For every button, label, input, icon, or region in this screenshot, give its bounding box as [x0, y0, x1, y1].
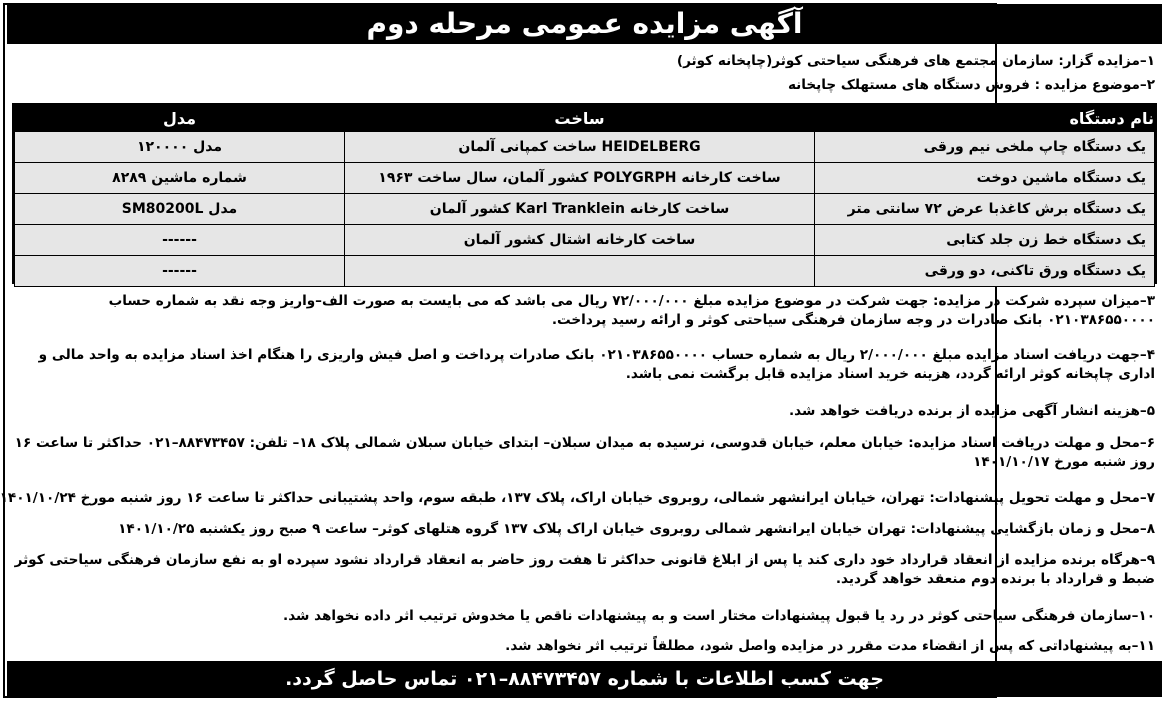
cell-make — [345, 256, 815, 287]
header-name: نام دستگاه — [815, 106, 1155, 132]
item-text: تهران خیابان ایرانشهر شمالی روبروی خیابان اراک پلاک ۱۳۷ گروه هتلهای کوثر– ساعت ۹ صبح روز یکشنبه ۱۴۰۱/۱۰/۲۵ — [118, 521, 911, 537]
item-label: ۸–محل و زمان بازگشایی پیشنهادات: — [910, 521, 1155, 537]
item-text: تهران، خیابان ایرانشهر شمالی، روبروی خیابان اراک، پلاک ۱۳۷، طبقه سوم، واحد پشتیبانی حداکثر تا ساعت ۱۶ روز شنبه مورخ ۱۴۰۱/۱۰/۲۴ — [0, 490, 930, 506]
cell-name: یک دستگاه ماشین دوخت — [815, 163, 1155, 194]
item-rights: ۱۰–سازمان فرهنگی سیاحتی کوثر در رد یا قبول پیشنهادات مختار است و به پیشنهادات ناقص یا مخدوش ترتیب اثر داده نخواهد شد. — [283, 608, 1155, 624]
equipment-table — [12, 103, 1157, 284]
cell-make: ساخت کارخانه Karl Tranklein کشور آلمان — [345, 194, 815, 225]
item-subject — [12, 76, 1155, 95]
cell-name: یک دستگاه برش کاغذبا عرض ۷۲ سانتی متر — [815, 194, 1155, 225]
item-late-offers: ۱۱–به پیشنهاداتی که پس از انقضاء مدت مقرر در مزایده واصل شود، مطلقاً ترتیب اثر نخواهد شد. — [505, 638, 1155, 654]
cell-name: یک دستگاه ورق تاکنی، دو ورقی — [815, 256, 1155, 287]
item-winner-refusal: ۹–هرگاه برنده مزایده از انعقاد قرارداد خود داری کند یا پس از ابلاغ قانونی حداکثر تا هفت روز حاضر به انعقاد قرارداد نشود سپرده او به نفع سازمان فرهنگی سیاحتی کوثر ضبط و قرارداد با برنده دوم منعقد خواهد گردید. — [14, 552, 1155, 587]
ad-title: آگهی مزایده عمومی مرحله دوم — [7, 4, 1162, 44]
contact-footer: جهت کسب اطلاعات با شماره ۸۸۴۷۳۴۵۷–۰۲۱ تماس حاصل گردد. — [7, 661, 1162, 697]
cell-make: ساخت کارخانه POLYGRPH کشور آلمان، سال ساخت ۱۹۶۳ — [345, 163, 815, 194]
item-documents-fee: ۴–جهت دریافت اسناد مزایده مبلغ ۲/۰۰۰/۰۰۰ ریال به شماره حساب ۰۲۱۰۳۸۶۵۵۰۰۰۰ بانک صادرات پرداخت و اصل فیش واریزی را هنگام اخذ اسناد مزایده به واحد مالی و اداری چاپخانه کوثر ارائه گردد، هزینه خرید اسناد مزایده قابل برگشت نمی باشد. — [38, 347, 1155, 382]
cell-make: HEIDELBERG ساخت کمپانی آلمان — [345, 132, 815, 163]
cell-model: ------ — [15, 225, 345, 256]
header-make: ساخت — [345, 106, 815, 132]
cell-model: شماره ماشین ۸۲۸۹ — [15, 163, 345, 194]
table-row — [15, 225, 1155, 256]
item-label: ۶–محل و مهلت دریافت اسناد مزایده: — [908, 435, 1155, 451]
item-documents-location — [12, 434, 1155, 474]
table-row — [15, 256, 1155, 287]
table-row — [15, 163, 1155, 194]
cell-name: یک دستگاه خط زن جلد کتابی — [815, 225, 1155, 256]
cell-make: ساخت کارخانه اشتال کشور آلمان — [345, 225, 815, 256]
item-text: فروش دستگاه های مستهلک چاپخانه — [787, 77, 1035, 93]
table-row — [15, 132, 1155, 163]
item-deposit: ۳–میزان سپرده شرکت در مزایده: جهت شرکت در موضوع مزایده مبلغ ۷۲/۰۰۰/۰۰۰ ریال می باشد که می بایست به صورت الف–واریز وجه نقد به شماره حساب ۰۲۱۰۳۸۶۵۵۰۰۰۰ بانک صادرات در وجه سازمان فرهنگی سیاحتی کوثر و ارائه رسید پرداخت. — [108, 293, 1155, 328]
cell-model: ------ — [15, 256, 345, 287]
header-model: مدل — [15, 106, 345, 132]
item-ad-cost: ۵–هزینه انشار آگهی مزایده از برنده دریافت خواهد شد. — [788, 403, 1155, 419]
item-label: ۲–موضوع مزایده : — [1034, 77, 1155, 93]
item-label: ۷–محل و مهلت تحویل پیشنهادات: — [929, 490, 1155, 506]
item-text: سازمان مجتمع های فرهنگی سیاحتی کوثر(چاپخانه کوثر) — [676, 53, 1059, 69]
cell-model: مدل ۱۲۰۰۰۰ — [15, 132, 345, 163]
item-label: ۱–مزایده گزار: — [1058, 53, 1155, 69]
cell-name: یک دستگاه چاپ ملخی نیم ورقی — [815, 132, 1155, 163]
item-auctioneer — [12, 52, 1155, 71]
item-opening — [12, 520, 1155, 539]
table-row — [15, 194, 1155, 225]
item-submission — [0, 489, 1155, 508]
item-text: خیابان معلم، خیابان قدوسی، نرسیده به میدان سبلان– ابتدای خیابان سبلان شمالی پلاک ۱۸– تلفن: ۸۸۴۷۳۴۵۷–۰۲۱ حداکثر تا ساعت ۱۶ روز شنبه مورخ ۱۴۰۱/۱۰/۱۷ — [14, 435, 1155, 470]
cell-model: مدل SM80200L — [15, 194, 345, 225]
